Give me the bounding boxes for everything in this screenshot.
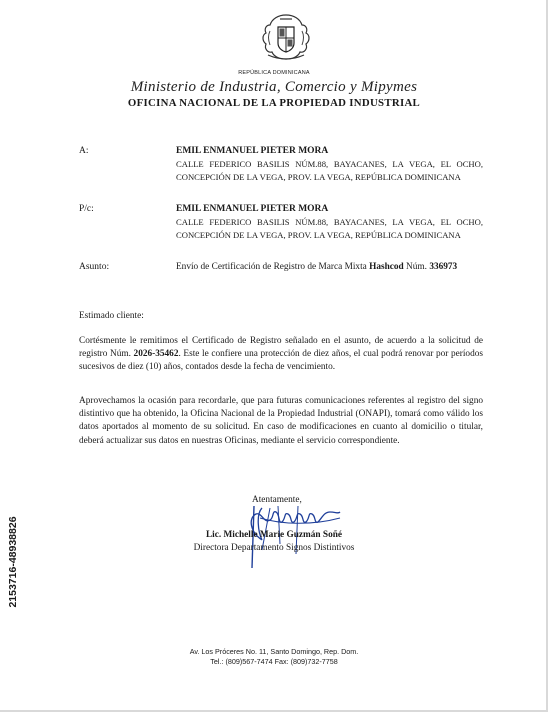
recipient-block [176,145,483,184]
cc-label: P/c: [79,204,94,214]
p1-text: Cortésmente le remitimos el Certificado de Registro señalado en el asunto, de acuerdo a la solicitud de registro Núm. [79,336,483,360]
footer-address: Av. Los Próceres No. 11, Santo Domingo, Rep. Dom. [189,647,359,656]
ministry-name: Ministerio de Industria, Comercio y Mipymes [130,79,418,95]
recipient-label: A: [79,146,89,156]
p1-text-end: . Este le confiere una protección de diez años, el cual podrá renovar por períodos sucesivos de diez (10) años, contados desde la fecha de vencimiento. [79,349,483,373]
signer-name: Lic. Michelle Marie Guzmán Soñé [205,530,343,540]
cc-block [176,203,483,242]
side-code [3,517,23,607]
cc-address: CALLE FEDERICO BASILIS NÚM.88, BAYACANES, LA VEGA, EL OCHO, CONCEPCIÓN DE LA VEGA, PROV. LA VEGA, REPÚBLICA DOMINICANA [176,217,483,240]
subject-label: Asunto: [79,262,110,272]
subject-number-label: Núm. [403,262,430,272]
office-name: OFICINA NACIONAL DE LA PROPIEDAD INDUSTRIAL [127,97,421,109]
side-code-text: 2153716-48938826 [7,516,19,608]
closing: Atentamente, [252,495,302,505]
application-number: 2026-35462 [133,349,179,360]
body-paragraph-1 [79,335,483,375]
country-label: REPÚBLICA DOMINICANA [238,70,310,76]
footer-phones: Tel.: (809)567-7474 Fax: (809)732-7758 [210,657,338,666]
body-paragraph-2: Aprovechamos la ocasión para recordarle, que para futuras comunicaciones referentes al registro del signo distintivo que ha obtenido, la Oficina Nacional de la Propiedad Industrial (ONAPI), tomará como válido los datos aportados al momento de su solicitud. En caso de modificaciones en cuanto al domicilio o titular, deberá actualizar sus datos en nuestras Oficinas, mediante el servicio correspondiente. [79,396,483,446]
recipient-address: CALLE FEDERICO BASILIS NÚM.88, BAYACANES, LA VEGA, EL OCHO, CONCEPCIÓN DE LA VEGA, PROV. LA VEGA, REPÚBLICA DOMINICANA [176,159,483,182]
coat-of-arms-icon [258,11,314,63]
signer-title: Directora Departamento Signos Distintivos [193,543,355,553]
subject-number: 336973 [429,262,458,272]
subject-prefix: Envío de Certificación de Registro de Marca Mixta [176,262,370,272]
greeting: Estimado cliente: [79,311,144,321]
subject-brand: Hashcod [369,262,404,272]
subject-text [176,261,483,274]
cc-name: EMIL ENMANUEL PIETER MORA [176,204,329,214]
recipient-name: EMIL ENMANUEL PIETER MORA [176,146,329,156]
